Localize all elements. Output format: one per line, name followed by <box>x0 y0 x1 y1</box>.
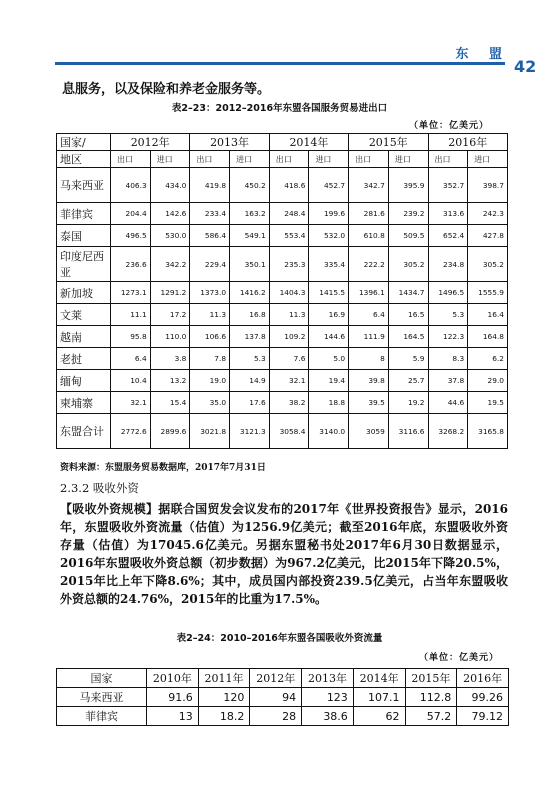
table-cell: 44.6 <box>428 392 468 414</box>
corner-label: 国家/ <box>57 134 111 151</box>
year-header: 2010年 <box>147 669 199 688</box>
table-row <box>57 168 508 203</box>
table-cell: 142.6 <box>150 203 190 225</box>
table-cell: 3.8 <box>150 348 190 370</box>
table-cell: 16.8 <box>230 304 270 326</box>
year-header: 2013年 <box>190 134 269 151</box>
sub-header-export: 出口 <box>111 151 151 168</box>
table-row <box>57 392 508 414</box>
table-cell: 37.8 <box>428 370 468 392</box>
table-cell: 8.3 <box>428 348 468 370</box>
sub-header-export: 出口 <box>428 151 468 168</box>
table-cell: 163.2 <box>230 203 270 225</box>
table-cell: 3116.6 <box>388 414 428 449</box>
table-cell: 28 <box>250 707 302 726</box>
table-cell: 1396.1 <box>349 282 389 304</box>
table-cell: 17.6 <box>230 392 270 414</box>
table-cell: 229.4 <box>190 247 230 282</box>
table-row <box>57 326 508 348</box>
table-cell: 18.8 <box>309 392 349 414</box>
table-cell: 25.7 <box>388 370 428 392</box>
year-header: 2013年 <box>302 669 354 688</box>
table-cell: 19.2 <box>388 392 428 414</box>
table-cell: 496.5 <box>111 225 151 247</box>
table-cell: 1555.9 <box>468 282 508 304</box>
table-cell: 32.1 <box>111 392 151 414</box>
row-header: 文莱 <box>57 304 111 326</box>
year-header: 2016年 <box>428 134 508 151</box>
table-cell: 352.7 <box>428 168 468 203</box>
table-cell: 313.6 <box>428 203 468 225</box>
sub-header-export: 出口 <box>269 151 309 168</box>
table-cell: 234.8 <box>428 247 468 282</box>
services-trade-table <box>56 133 508 449</box>
table-cell: 305.2 <box>468 247 508 282</box>
table-cell: 39.5 <box>349 392 389 414</box>
table-cell: 15.4 <box>150 392 190 414</box>
table-cell: 305.2 <box>388 247 428 282</box>
row-header: 新加坡 <box>57 282 111 304</box>
table-cell: 1291.2 <box>150 282 190 304</box>
table-cell: 57.2 <box>405 707 457 726</box>
table-cell: 19.0 <box>190 370 230 392</box>
table-cell: 1415.5 <box>309 282 349 304</box>
table-cell: 406.3 <box>111 168 151 203</box>
corner-label: 国家 <box>57 669 147 688</box>
table-cell: 16.4 <box>468 304 508 326</box>
table-row <box>57 688 509 707</box>
table-cell: 13 <box>147 707 199 726</box>
table-cell: 35.0 <box>190 392 230 414</box>
table-cell: 1404.3 <box>269 282 309 304</box>
table-cell: 610.8 <box>349 225 389 247</box>
table-cell: 509.5 <box>388 225 428 247</box>
table-cell: 11.3 <box>190 304 230 326</box>
table-cell: 38.6 <box>302 707 354 726</box>
table-cell: 2772.6 <box>111 414 151 449</box>
table-row <box>57 414 508 449</box>
table-cell: 6.2 <box>468 348 508 370</box>
table2-caption: 表2–24：2010–2016年东盟各国吸收外资流量 <box>176 633 383 644</box>
table-row <box>57 225 508 247</box>
year-header: 2014年 <box>269 134 348 151</box>
table-cell: 19.4 <box>309 370 349 392</box>
table-cell: 3058.4 <box>269 414 309 449</box>
table-cell: 233.4 <box>190 203 230 225</box>
table-cell: 2899.6 <box>150 414 190 449</box>
year-header: 2012年 <box>111 134 190 151</box>
table2-unit: （单位：亿美元） <box>418 653 499 663</box>
table-cell: 236.6 <box>111 247 151 282</box>
table-row <box>57 282 508 304</box>
table-cell: 7.6 <box>269 348 309 370</box>
year-header: 2012年 <box>250 669 302 688</box>
year-header: 2016年 <box>457 669 509 688</box>
table-cell: 164.8 <box>468 326 508 348</box>
table-cell: 7.8 <box>190 348 230 370</box>
table-cell: 553.4 <box>269 225 309 247</box>
table-cell: 95.8 <box>111 326 151 348</box>
table-cell: 3121.3 <box>230 414 270 449</box>
sub-header-import: 进口 <box>388 151 428 168</box>
table-cell: 17.2 <box>150 304 190 326</box>
table-row <box>57 247 508 282</box>
table-cell: 79.12 <box>457 707 509 726</box>
table-cell: 204.4 <box>111 203 151 225</box>
row-header: 老挝 <box>57 348 111 370</box>
table-cell: 530.0 <box>150 225 190 247</box>
page-number: 42 <box>514 57 537 76</box>
table-cell: 14.9 <box>230 370 270 392</box>
table-cell: 11.1 <box>111 304 151 326</box>
table-row <box>57 348 508 370</box>
table-cell: 112.8 <box>405 688 457 707</box>
table-cell: 1496.5 <box>428 282 468 304</box>
table-cell: 8 <box>349 348 389 370</box>
table1-source: 资料来源：东盟服务贸易数据库，2017年7月31日 <box>60 463 266 473</box>
table-cell: 342.2 <box>150 247 190 282</box>
table-cell: 137.8 <box>230 326 270 348</box>
table-cell: 120 <box>198 688 250 707</box>
table-cell: 335.4 <box>309 247 349 282</box>
sub-header-import: 进口 <box>468 151 508 168</box>
row-header: 印度尼西亚 <box>57 247 111 282</box>
table-cell: 3059 <box>349 414 389 449</box>
row-header: 菲律宾 <box>57 707 147 726</box>
table-cell: 418.6 <box>269 168 309 203</box>
table-cell: 419.8 <box>190 168 230 203</box>
sub-header-import: 进口 <box>309 151 349 168</box>
table-cell: 122.3 <box>428 326 468 348</box>
table-cell: 6.4 <box>111 348 151 370</box>
section-title: 2.3.2 吸收外资 <box>60 481 139 495</box>
table-cell: 5.9 <box>388 348 428 370</box>
table-cell: 94 <box>250 688 302 707</box>
table-cell: 144.6 <box>309 326 349 348</box>
intro-line: 息服务，以及保险和养老金服务等。 <box>62 82 271 97</box>
table-cell: 10.4 <box>111 370 151 392</box>
table-cell: 164.5 <box>388 326 428 348</box>
table-cell: 11.3 <box>269 304 309 326</box>
sub-header-import: 进口 <box>230 151 270 168</box>
table-cell: 1434.7 <box>388 282 428 304</box>
table-cell: 3165.8 <box>468 414 508 449</box>
table-cell: 222.2 <box>349 247 389 282</box>
table-cell: 450.2 <box>230 168 270 203</box>
header-rule <box>55 62 505 65</box>
table-cell: 6.4 <box>349 304 389 326</box>
row-header: 越南 <box>57 326 111 348</box>
table-cell: 62 <box>353 707 405 726</box>
table-cell: 242.3 <box>468 203 508 225</box>
year-header: 2014年 <box>353 669 405 688</box>
table-cell: 5.0 <box>309 348 349 370</box>
table-cell: 532.0 <box>309 225 349 247</box>
table-cell: 281.6 <box>349 203 389 225</box>
year-header: 2015年 <box>349 134 428 151</box>
table-cell: 199.6 <box>309 203 349 225</box>
table-cell: 248.4 <box>269 203 309 225</box>
sub-header-export: 出口 <box>349 151 389 168</box>
table1-unit: （单位：亿美元） <box>408 121 489 131</box>
table-cell: 16.5 <box>388 304 428 326</box>
row-header: 缅甸 <box>57 370 111 392</box>
chapter-title: 东 盟 <box>455 46 510 62</box>
year-header: 2011年 <box>198 669 250 688</box>
table-cell: 13.2 <box>150 370 190 392</box>
row-header: 东盟合计 <box>57 414 111 449</box>
table-row <box>57 203 508 225</box>
table-cell: 18.2 <box>198 707 250 726</box>
table-cell: 1273.1 <box>111 282 151 304</box>
table-row <box>57 707 509 726</box>
table-cell: 235.3 <box>269 247 309 282</box>
fdi-inflow-table <box>56 668 509 726</box>
table-cell: 342.7 <box>349 168 389 203</box>
table-cell: 107.1 <box>353 688 405 707</box>
table-cell: 39.8 <box>349 370 389 392</box>
table-cell: 19.5 <box>468 392 508 414</box>
table-cell: 110.0 <box>150 326 190 348</box>
table-cell: 3021.8 <box>190 414 230 449</box>
table-cell: 32.1 <box>269 370 309 392</box>
table-cell: 5.3 <box>428 304 468 326</box>
table-cell: 91.6 <box>147 688 199 707</box>
table-cell: 652.4 <box>428 225 468 247</box>
table-row <box>57 370 508 392</box>
table-cell: 427.8 <box>468 225 508 247</box>
table-cell: 239.2 <box>388 203 428 225</box>
year-header: 2015年 <box>405 669 457 688</box>
chapter-header <box>55 45 510 62</box>
table-cell: 395.9 <box>388 168 428 203</box>
sub-header-export: 出口 <box>190 151 230 168</box>
table-cell: 452.7 <box>309 168 349 203</box>
table-cell: 434.0 <box>150 168 190 203</box>
table-cell: 5.3 <box>230 348 270 370</box>
table-cell: 29.0 <box>468 370 508 392</box>
corner-label-2: 地区 <box>57 151 111 168</box>
table-cell: 111.9 <box>349 326 389 348</box>
table1-caption: 表2–23：2012–2016年东盟各国服务贸易进出口 <box>171 103 388 114</box>
table-cell: 99.26 <box>457 688 509 707</box>
table-cell: 123 <box>302 688 354 707</box>
table-cell: 350.1 <box>230 247 270 282</box>
table-cell: 1373.0 <box>190 282 230 304</box>
table-cell: 38.2 <box>269 392 309 414</box>
sub-header-import: 进口 <box>150 151 190 168</box>
body-paragraph: 【吸收外资规模】据联合国贸发会议发布的2017年《世界投资报告》显示，2016年，东盟吸收外资流量（估值）为1256.9亿美元；截至2016年底，东盟吸收外资存量（估值）为17045.6亿美元。另据东盟秘书处2017年6月30日数据显示，2016年东盟吸收外资总额（初步数据）为967.2亿美元，比2015年下降20.5%，2015年比上年下降8.6%；其中，成员国内部投资239.5亿美元，占当年东盟吸收外资总额的24.76%，2015年的比重为17.5%。 <box>60 502 508 607</box>
table-cell: 16.9 <box>309 304 349 326</box>
table-row <box>57 304 508 326</box>
table-cell: 398.7 <box>468 168 508 203</box>
row-header: 泰国 <box>57 225 111 247</box>
table-cell: 109.2 <box>269 326 309 348</box>
table-cell: 3268.2 <box>428 414 468 449</box>
table-cell: 106.6 <box>190 326 230 348</box>
table-cell: 1416.2 <box>230 282 270 304</box>
table-cell: 586.4 <box>190 225 230 247</box>
row-header: 马来西亚 <box>57 688 147 707</box>
row-header: 柬埔寨 <box>57 392 111 414</box>
table-cell: 549.1 <box>230 225 270 247</box>
row-header: 马来西亚 <box>57 168 111 203</box>
row-header: 菲律宾 <box>57 203 111 225</box>
table-cell: 3140.0 <box>309 414 349 449</box>
